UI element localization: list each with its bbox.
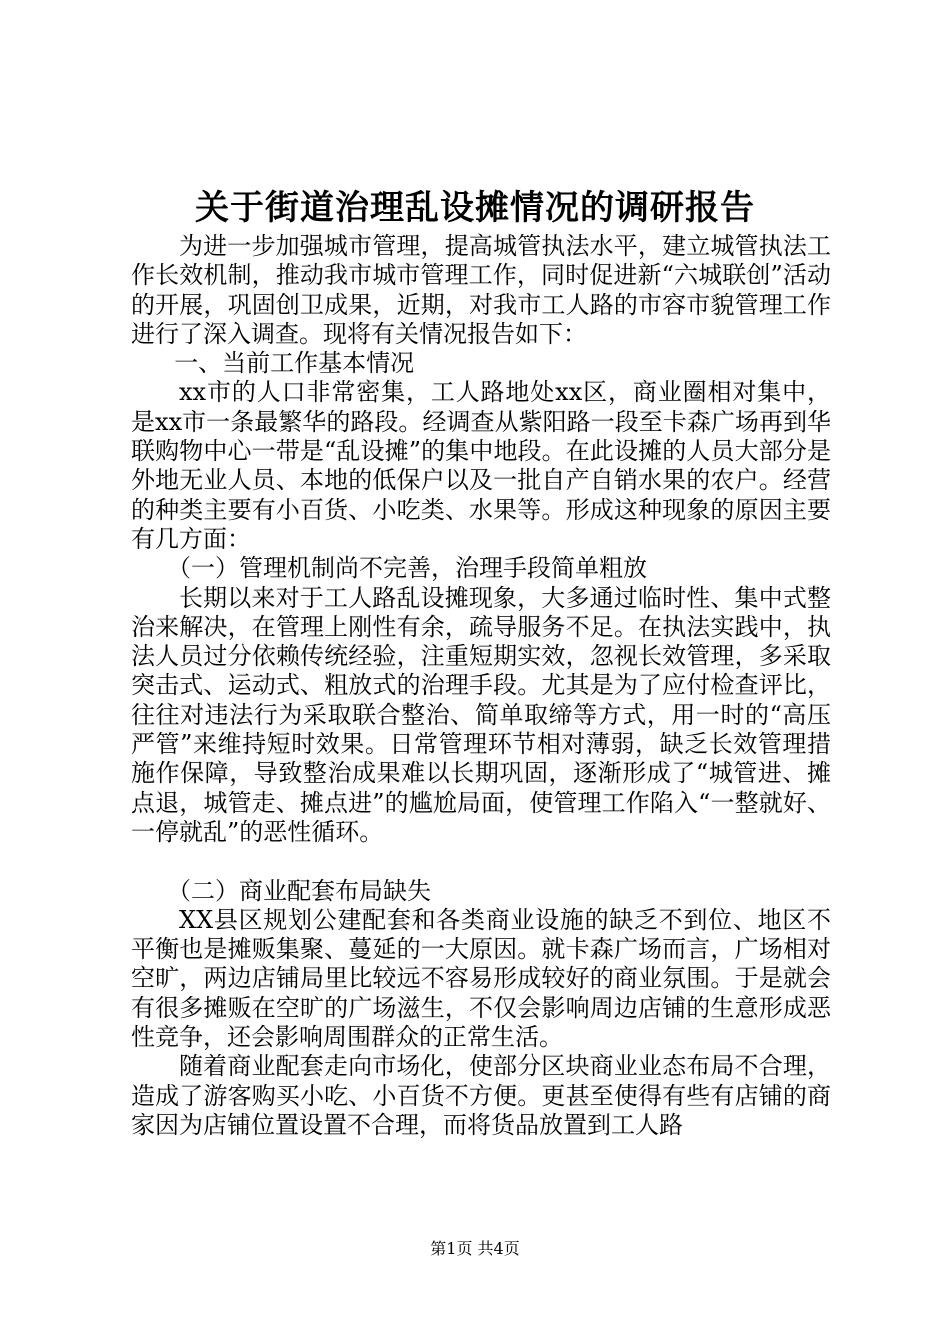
document-title: 关于街道治理乱设摊情况的调研报告 [195, 188, 755, 228]
section-heading-1: 一、当前工作基本情况 [174, 349, 415, 378]
body-paragraph: 随着商业配套走向市场化，使部分区块商业业态布局不合理，造成了游客购买小吃、小百货不方便。更甚至使得有些有店铺的商家因为店铺位置设置不合理，而将货品放置到工人路 [131, 1052, 831, 1139]
body-paragraph: XX县区规划公建配套和各类商业设施的缺乏不到位、地区不平衡也是摊贩集聚、蔓延的一大原因。就卡森广场而言，广场相对空旷，两边店铺局里比较远不容易形成较好的商业氛围。于是就会有很多摊贩在空旷的广场滋生，不仅会影响周边店铺的生意形成恶性竞争，还会影响周围群众的正常生活。 [131, 905, 831, 1052]
body-paragraph: 长期以来对于工人路乱设摊现象，大多通过临时性、集中式整治来解决，在管理上刚性有余，疏导服务不足。在执法实践中，执法人员过分依赖传统经验，注重短期实效，忽视长效管理，多采取突击式、运动式、粗放式的治理手段。尤其是为了应付检查评比，往往对违法行为采取联合整治、简单取缔等方式，用一时的“高压严管”来维持短时效果。日常管理环节相对薄弱，缺乏长效管理措施作保障，导致整治成果难以长期巩固，逐渐形成了“城管进、摊点退，城管走、摊点进”的尴尬局面，使管理工作陷入“一整就好、一停就乱”的恶性循环。 [131, 583, 831, 846]
page-indicator: 第1页 共4页 [430, 1239, 520, 1258]
intro-paragraph: 为进一步加强城市管理，提高城管执法水平，建立城管执法工作长效机制，推动我市城市管理工作，同时促进新“六城联创”活动的开展，巩固创卫成果，近期，对我市工人路的市容市貌管理工作进行了深入调查。现将有关情况报告如下： [131, 232, 831, 348]
subsection-heading-2: （二）商业配套布局缺失 [167, 876, 431, 905]
document-body [131, 232, 831, 1140]
subsection-heading-1: （一）管理机制尚不完善，治理手段简单粗放 [167, 554, 647, 583]
body-paragraph: xx市的人口非常密集，工人路地处xx区，商业圈相对集中，是xx市一条最繁华的路段。经调查从紫阳路一段至卡森广场再到华联购物中心一带是“乱设摊”的集中地段。在此设摊的人员大部分是外地无业人员、本地的低保户以及一批自产自销水果的农户。经营的种类主要有小百货、小吃类、水果等。形成这种现象的原因主要有几方面： [131, 378, 831, 553]
